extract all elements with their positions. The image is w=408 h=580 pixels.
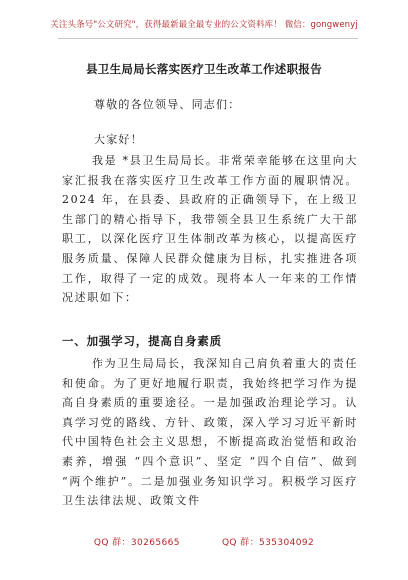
greeting: 大家好！ <box>94 133 143 146</box>
qq-group-2: QQ 群：535304092 <box>221 538 315 548</box>
document-title: 县卫生局局长落实医疗卫生改革工作述职报告 <box>86 62 322 76</box>
header-divider <box>58 38 358 39</box>
footer-contact <box>0 535 408 548</box>
qq-group-1: QQ 群：30265665 <box>93 538 180 548</box>
section-heading-1: 一、加强学习，提高自身素质 <box>62 334 222 348</box>
section-1-paragraph: 作为卫生局局长，我深知自己肩负着重大的责任和使命。为了更好地履行职责，我始终把学习作为提高自身素质的重要途径。一是加强政治理论学习。认真学习党的路线、方针、政策，深入学习习近平新时代中国特色社会主义思想，不断提高政治觉悟和政治素养，增强 “四个意识”、坚定 “四个自信”、做到 “两个维护”。二是加强业务知识学习。积极学习医疗卫生法律法规、政策文件 <box>62 357 358 508</box>
salutation: 尊敬的各位领导、同志们： <box>94 98 241 111</box>
promo-banner: 关注头条号"公文研究"，获得最新最全最专业的公文资料库！ 微信：gongwenyj <box>50 20 358 30</box>
intro-paragraph: 我是 *县卫生局局长。非常荣幸能够在这里向大家汇报我在落实医疗卫生改革工作方面的履职情况。2024 年，在县委、县政府的正确领导下，在上级卫生部门的精心指导下，我带领全县卫生系统广大干部职工，以深化医疗卫生体制改革为核心，以提高医疗服务质量、保障人民群众健康为目标，扎实推进各项工作，取得了一定的成效。现将本人一年来的工作情况述职如下： <box>62 154 358 305</box>
